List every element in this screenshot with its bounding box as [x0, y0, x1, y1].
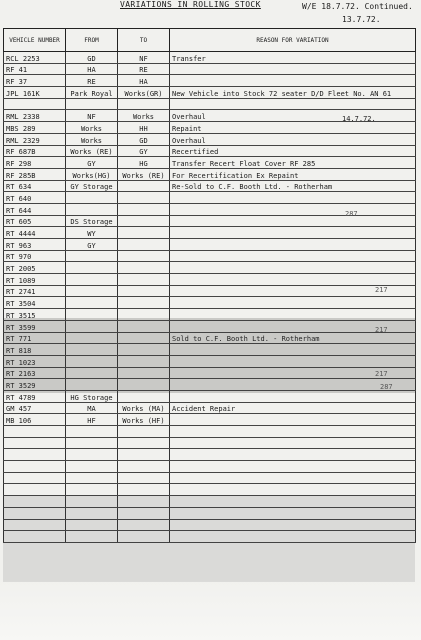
reason-cell — [170, 297, 416, 309]
vehicle-number-cell: RT 970 — [4, 250, 66, 262]
vehicle-number-cell: RT 3504 — [4, 297, 66, 309]
to-cell — [118, 98, 170, 110]
table-row — [4, 52, 416, 64]
column-header-vehicle: VEHICLE NUMBER — [4, 29, 66, 52]
to-cell — [118, 262, 170, 274]
margin-note: 217 — [375, 326, 388, 334]
from-cell: Works (RE) — [66, 145, 118, 157]
vehicle-number-cell — [4, 98, 66, 110]
table-row — [4, 145, 416, 157]
from-cell — [66, 262, 118, 274]
vehicle-number-cell: RT 1089 — [4, 274, 66, 286]
vehicle-number-cell: MB 106 — [4, 414, 66, 426]
from-cell: Works — [66, 133, 118, 145]
from-cell: GD — [66, 52, 118, 64]
reason-cell: New Vehicle into Stock 72 seater D/D Fleet No. AN 61 — [170, 87, 416, 99]
to-cell — [118, 285, 170, 297]
vehicle-number-cell: RML 2338 — [4, 110, 66, 122]
to-cell — [118, 449, 170, 461]
vehicle-number-cell: RT 2163 — [4, 367, 66, 379]
reason-cell: For Recertification Ex Repaint — [170, 168, 416, 180]
from-cell — [66, 250, 118, 262]
reason-cell — [170, 472, 416, 484]
table-row — [4, 192, 416, 204]
from-cell: Park Royal — [66, 87, 118, 99]
to-cell — [118, 192, 170, 204]
reason-cell — [170, 75, 416, 87]
to-cell — [118, 484, 170, 496]
from-cell: RE — [66, 75, 118, 87]
table-row — [4, 285, 416, 297]
from-cell: GY Storage — [66, 180, 118, 192]
vehicle-number-cell — [4, 484, 66, 496]
reason-cell — [170, 250, 416, 262]
from-cell: Works — [66, 122, 118, 134]
vehicle-number-cell: RF 37 — [4, 75, 66, 87]
to-cell — [118, 472, 170, 484]
to-cell — [118, 274, 170, 286]
from-cell: HG Storage — [66, 390, 118, 402]
table-row — [4, 239, 416, 251]
vehicle-number-cell: RT 2741 — [4, 285, 66, 297]
from-cell: DS Storage — [66, 215, 118, 227]
reason-cell — [170, 484, 416, 496]
from-cell — [66, 274, 118, 286]
to-cell: NF — [118, 52, 170, 64]
from-cell: GY — [66, 239, 118, 251]
vehicle-number-cell: JPL 161K — [4, 87, 66, 99]
from-cell: HF — [66, 414, 118, 426]
table-row — [4, 75, 416, 87]
photocopy-shading-lower — [3, 496, 415, 582]
table-row — [4, 250, 416, 262]
vehicle-number-cell: RT 771 — [4, 332, 66, 344]
table-row — [4, 437, 416, 449]
reason-cell — [170, 192, 416, 204]
reason-cell — [170, 274, 416, 286]
to-cell: Works (MA) — [118, 402, 170, 414]
vehicle-number-cell: GM 457 — [4, 402, 66, 414]
from-cell — [66, 297, 118, 309]
vehicle-number-cell: RML 2329 — [4, 133, 66, 145]
table-row — [4, 414, 416, 426]
vehicle-number-cell: RT 640 — [4, 192, 66, 204]
table-row — [4, 449, 416, 461]
table-row — [4, 262, 416, 274]
table-row — [4, 461, 416, 473]
table-row — [4, 227, 416, 239]
from-cell: Works(HG) — [66, 168, 118, 180]
from-cell — [66, 449, 118, 461]
to-cell — [118, 297, 170, 309]
vehicle-number-cell — [4, 426, 66, 438]
to-cell: HA — [118, 75, 170, 87]
table-row — [4, 122, 416, 134]
table-row — [4, 87, 416, 99]
to-cell — [118, 227, 170, 239]
to-cell: RE — [118, 63, 170, 75]
vehicle-number-cell: RCL 2253 — [4, 52, 66, 64]
from-cell: WY — [66, 227, 118, 239]
table-row — [4, 472, 416, 484]
vehicle-number-cell: RF 41 — [4, 63, 66, 75]
reason-cell — [170, 215, 416, 227]
margin-note: 217 — [375, 370, 388, 378]
table-row — [4, 484, 416, 496]
vehicle-number-cell: RT 3515 — [4, 309, 66, 321]
vehicle-number-cell — [4, 437, 66, 449]
table-header-row — [4, 29, 416, 52]
vehicle-number-cell: RF 687B — [4, 145, 66, 157]
margin-note: 287 — [380, 383, 393, 391]
vehicle-number-cell: RT 605 — [4, 215, 66, 227]
table-body — [4, 52, 416, 543]
from-cell — [66, 484, 118, 496]
date-second: 14.7.72. — [342, 115, 376, 123]
margin-note: 217 — [375, 286, 388, 294]
vehicle-number-cell: RT 4789 — [4, 390, 66, 402]
from-cell — [66, 192, 118, 204]
vehicle-number-cell: RT 634 — [4, 180, 66, 192]
vehicle-number-cell: RT 3599 — [4, 320, 66, 332]
reason-cell — [170, 63, 416, 75]
reason-cell — [170, 461, 416, 473]
vehicle-number-cell: RF 285B — [4, 168, 66, 180]
rolling-stock-table — [3, 28, 416, 543]
reason-cell: Transfer — [170, 52, 416, 64]
column-header-to: TO — [118, 29, 170, 52]
vehicle-number-cell: RT 4444 — [4, 227, 66, 239]
to-cell — [118, 203, 170, 215]
to-cell: Works (HF) — [118, 414, 170, 426]
reason-cell: Sold to C.F. Booth Ltd. - Rotherham — [170, 332, 416, 344]
document-title: VARIATIONS IN ROLLING STOCK — [120, 0, 261, 9]
vehicle-number-cell: RT 2005 — [4, 262, 66, 274]
from-cell — [66, 472, 118, 484]
from-cell — [66, 437, 118, 449]
week-ending-label: W/E 18.7.72. Continued. — [302, 2, 413, 11]
reason-cell: Transfer Recert Float Cover RF 285 — [170, 157, 416, 169]
reason-cell — [170, 262, 416, 274]
to-cell: Works (RE) — [118, 168, 170, 180]
reason-cell: Overhaul — [170, 133, 416, 145]
to-cell — [118, 426, 170, 438]
from-cell: MA — [66, 402, 118, 414]
table-row — [4, 133, 416, 145]
vehicle-number-cell — [4, 461, 66, 473]
reason-cell — [170, 98, 416, 110]
from-cell — [66, 426, 118, 438]
vehicle-number-cell: RT 963 — [4, 239, 66, 251]
reason-cell — [170, 449, 416, 461]
from-cell: NF — [66, 110, 118, 122]
reason-cell — [170, 227, 416, 239]
date-first: 13.7.72. — [342, 15, 381, 24]
vehicle-number-cell: RF 298 — [4, 157, 66, 169]
column-header-reason: REASON FOR VARIATION — [170, 29, 416, 52]
table-row — [4, 157, 416, 169]
to-cell: HH — [118, 122, 170, 134]
to-cell — [118, 437, 170, 449]
page-fade — [0, 580, 421, 640]
to-cell: Works — [118, 110, 170, 122]
vehicle-number-cell: RT 3529 — [4, 379, 66, 391]
reason-cell: Accident Repair — [170, 402, 416, 414]
table-row — [4, 168, 416, 180]
vehicle-number-cell: RT 644 — [4, 203, 66, 215]
table-row — [4, 63, 416, 75]
table-row — [4, 297, 416, 309]
table-row — [4, 402, 416, 414]
to-cell — [118, 239, 170, 251]
to-cell — [118, 250, 170, 262]
to-cell: GY — [118, 145, 170, 157]
from-cell: GY — [66, 157, 118, 169]
from-cell — [66, 98, 118, 110]
reason-cell — [170, 414, 416, 426]
vehicle-number-cell: RT 818 — [4, 344, 66, 356]
to-cell — [118, 461, 170, 473]
from-cell — [66, 461, 118, 473]
to-cell — [118, 215, 170, 227]
reason-cell — [170, 203, 416, 215]
vehicle-number-cell — [4, 449, 66, 461]
vehicle-number-cell — [4, 472, 66, 484]
reason-cell: Overhaul — [170, 110, 416, 122]
photocopy-shading — [3, 318, 415, 393]
from-cell — [66, 285, 118, 297]
table-row — [4, 274, 416, 286]
vehicle-number-cell: MBS 289 — [4, 122, 66, 134]
reason-cell — [170, 437, 416, 449]
reason-cell: Recertified — [170, 145, 416, 157]
to-cell — [118, 180, 170, 192]
table-row — [4, 426, 416, 438]
reason-cell: Re-Sold to C.F. Booth Ltd. - Rotherham — [170, 180, 416, 192]
to-cell: HG — [118, 157, 170, 169]
reason-cell — [170, 426, 416, 438]
column-header-from: FROM — [66, 29, 118, 52]
vehicle-number-cell: RT 1023 — [4, 355, 66, 367]
from-cell — [66, 203, 118, 215]
to-cell: GD — [118, 133, 170, 145]
reason-cell: Repaint — [170, 122, 416, 134]
to-cell: Works(GR) — [118, 87, 170, 99]
table-row — [4, 180, 416, 192]
margin-note: 287 — [345, 210, 358, 218]
table-row — [4, 98, 416, 110]
from-cell: HA — [66, 63, 118, 75]
reason-cell — [170, 239, 416, 251]
